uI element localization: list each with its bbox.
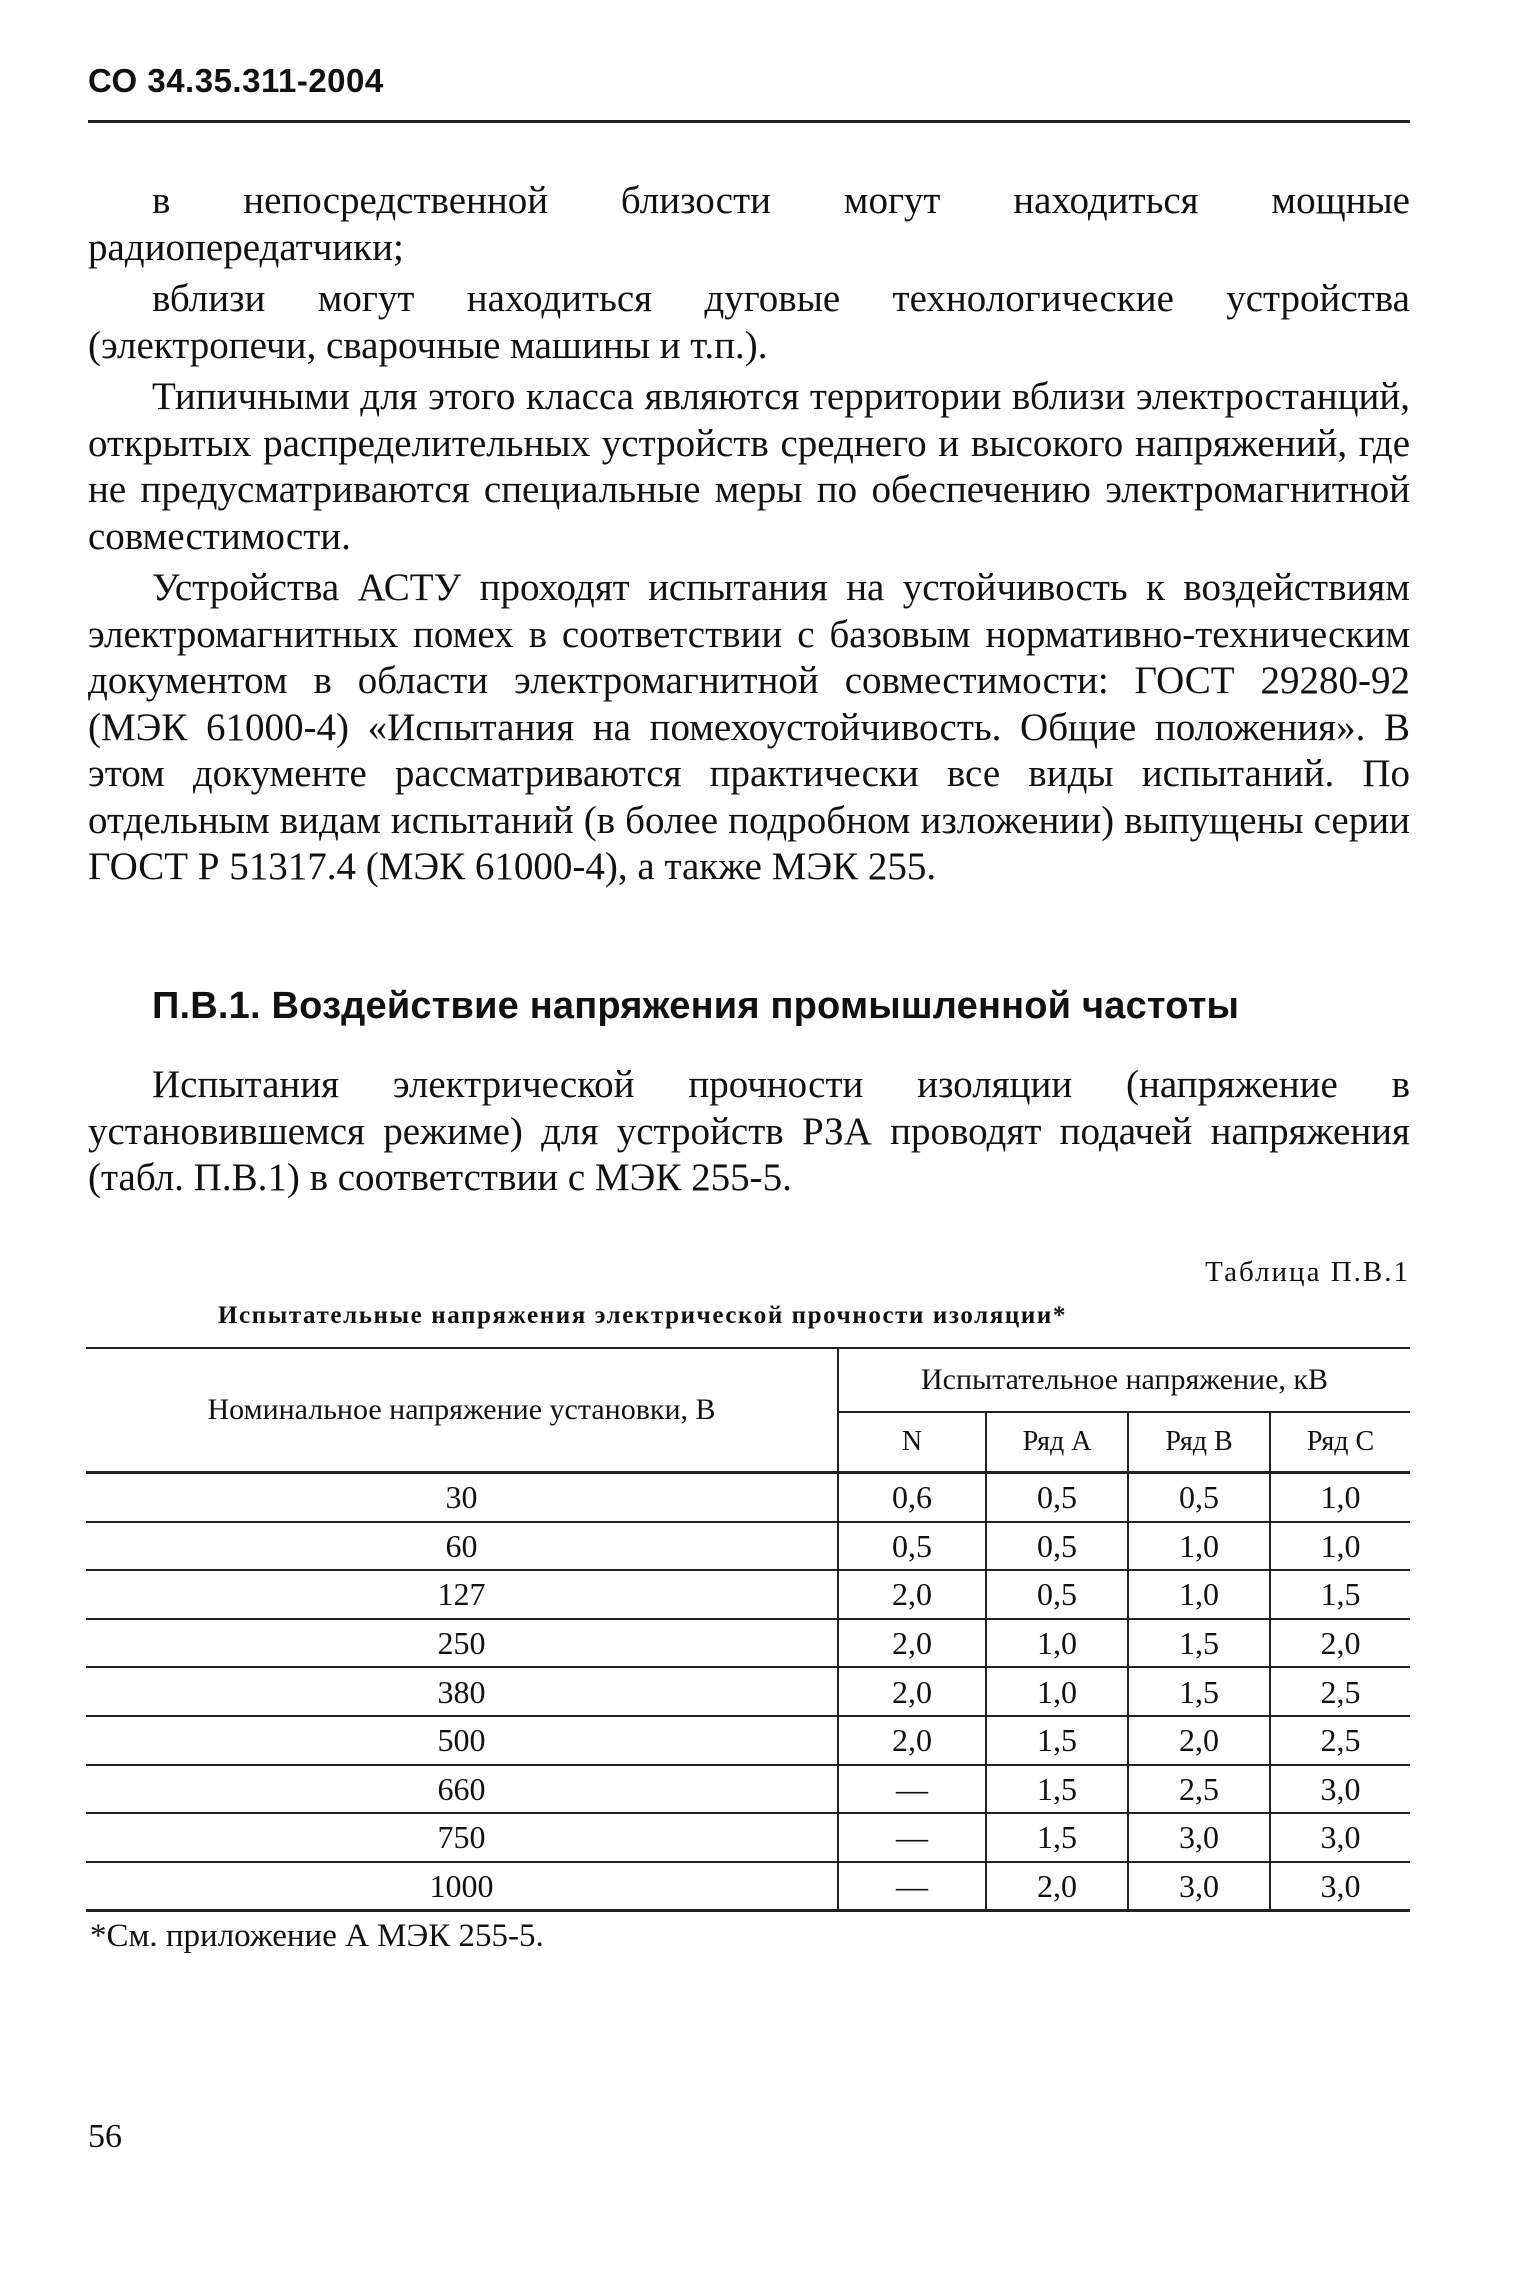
nominal-voltage-cell: 250 — [86, 1619, 838, 1668]
n-cell: 2,0 — [838, 1570, 986, 1619]
n-cell: 2,0 — [838, 1716, 986, 1765]
header-row-a: Ряд А — [986, 1412, 1128, 1473]
nominal-voltage-cell: 30 — [86, 1473, 838, 1522]
row-a-cell: 2,0 — [986, 1862, 1128, 1911]
paragraph-radio-transmitters: в непосредственной близости могут находиться мощные радиопередатчики; — [88, 179, 1410, 269]
row-b-cell: 2,5 — [1128, 1765, 1270, 1814]
page-number: 56 — [88, 2118, 122, 2155]
header-row-b: Ряд В — [1128, 1412, 1270, 1473]
row-b-cell: 1,0 — [1128, 1522, 1270, 1571]
row-c-cell: 1,0 — [1270, 1522, 1410, 1571]
section-paragraph: Испытания электрической прочности изоляции (напряжение в установившемся режиме) для устройств РЗА проводят подачей напряжения (табл. П.В.1) в соответствии с МЭК 255-5. — [88, 1063, 1410, 1199]
row-c-cell: 2,5 — [1270, 1716, 1410, 1765]
row-c-cell: 3,0 — [1270, 1813, 1410, 1862]
n-cell: 0,5 — [838, 1522, 986, 1571]
row-a-cell: 1,0 — [986, 1667, 1128, 1716]
section-text — [88, 1062, 1410, 1202]
paragraph-typical-territories: Типичными для этого класса являются территории вблизи электростанций, открытых распределительных устройств среднего и высокого напряжений, где не предусматриваются специальные меры по обеспечению электромагнитной совместимости. — [88, 375, 1410, 558]
row-a-cell: 1,5 — [986, 1813, 1128, 1862]
row-a-cell: 1,0 — [986, 1619, 1128, 1668]
n-cell: — — [838, 1862, 986, 1911]
table-label: Таблица П.В.1 — [1205, 1256, 1410, 1288]
row-a-cell: 0,5 — [986, 1522, 1128, 1571]
row-b-cell: 3,0 — [1128, 1862, 1270, 1911]
header-n: N — [838, 1412, 986, 1473]
row-a-cell: 0,5 — [986, 1473, 1128, 1522]
row-b-cell: 3,0 — [1128, 1813, 1270, 1862]
nominal-voltage-cell: 750 — [86, 1813, 838, 1862]
table-caption: Испытательные напряжения электрической прочности изоляции* — [218, 1302, 1068, 1329]
n-cell: 2,0 — [838, 1667, 986, 1716]
paragraph-arc-devices: вблизи могут находиться дуговые технологические устройства (электропечи, сварочные машины и т.п.). — [88, 277, 1410, 367]
header-test-voltage: Испытательное напряжение, кВ — [838, 1348, 1410, 1412]
row-b-cell: 1,5 — [1128, 1619, 1270, 1668]
row-c-cell: 3,0 — [1270, 1765, 1410, 1814]
nominal-voltage-cell: 660 — [86, 1765, 838, 1814]
n-cell: 0,6 — [838, 1473, 986, 1522]
row-b-cell: 2,0 — [1128, 1716, 1270, 1765]
header-row-c: Ряд С — [1270, 1412, 1410, 1473]
nominal-voltage-cell: 127 — [86, 1570, 838, 1619]
n-cell: — — [838, 1765, 986, 1814]
table-row — [86, 1716, 1410, 1765]
row-a-cell: 1,5 — [986, 1716, 1128, 1765]
table-row — [86, 1619, 1410, 1668]
nominal-voltage-cell: 60 — [86, 1522, 838, 1571]
table-row — [86, 1765, 1410, 1814]
section-heading: П.В.1. Воздействие напряжения промышленной частоты — [152, 985, 1240, 1027]
table-row — [86, 1813, 1410, 1862]
paragraph-astu-testing: Устройства АСТУ проходят испытания на устойчивость к воздействиям электромагнитных помех в соответствии с базовым нормативно-техническим документом в области электромагнитной совместимости: ГОСТ 29280-92 (МЭК 61000-4) «Испытания на помехоустойчивость. Общие положения». В этом документе рассматриваются практически все виды испытаний. По отдельным видам испытаний (в более подробном изложении) выпущены серии ГОСТ Р 51317.4 (МЭК 61000-4), а также МЭК 255. — [88, 566, 1410, 888]
nominal-voltage-cell: 380 — [86, 1667, 838, 1716]
header-nominal-voltage: Номинальное напряжение установки, В — [86, 1348, 838, 1473]
row-c-cell: 1,0 — [1270, 1473, 1410, 1522]
row-c-cell: 2,5 — [1270, 1667, 1410, 1716]
row-c-cell: 2,0 — [1270, 1619, 1410, 1668]
table-row — [86, 1862, 1410, 1911]
nominal-voltage-cell: 500 — [86, 1716, 838, 1765]
document-code-header: СО 34.35.311-2004 — [88, 62, 384, 99]
intro-text — [88, 178, 1410, 896]
table-row — [86, 1473, 1410, 1522]
nominal-voltage-cell: 1000 — [86, 1862, 838, 1911]
row-b-cell: 0,5 — [1128, 1473, 1270, 1522]
n-cell: 2,0 — [838, 1619, 986, 1668]
row-c-cell: 1,5 — [1270, 1570, 1410, 1619]
row-a-cell: 0,5 — [986, 1570, 1128, 1619]
table-footnote: *См. приложение А МЭК 255-5. — [90, 1918, 544, 1954]
header-rule — [88, 120, 1410, 123]
n-cell: — — [838, 1813, 986, 1862]
row-b-cell: 1,0 — [1128, 1570, 1270, 1619]
row-a-cell: 1,5 — [986, 1765, 1128, 1814]
table-row — [86, 1667, 1410, 1716]
test-voltage-table — [86, 1347, 1410, 1912]
row-b-cell: 1,5 — [1128, 1667, 1270, 1716]
table-row — [86, 1570, 1410, 1619]
table-row — [86, 1522, 1410, 1571]
row-c-cell: 3,0 — [1270, 1862, 1410, 1911]
